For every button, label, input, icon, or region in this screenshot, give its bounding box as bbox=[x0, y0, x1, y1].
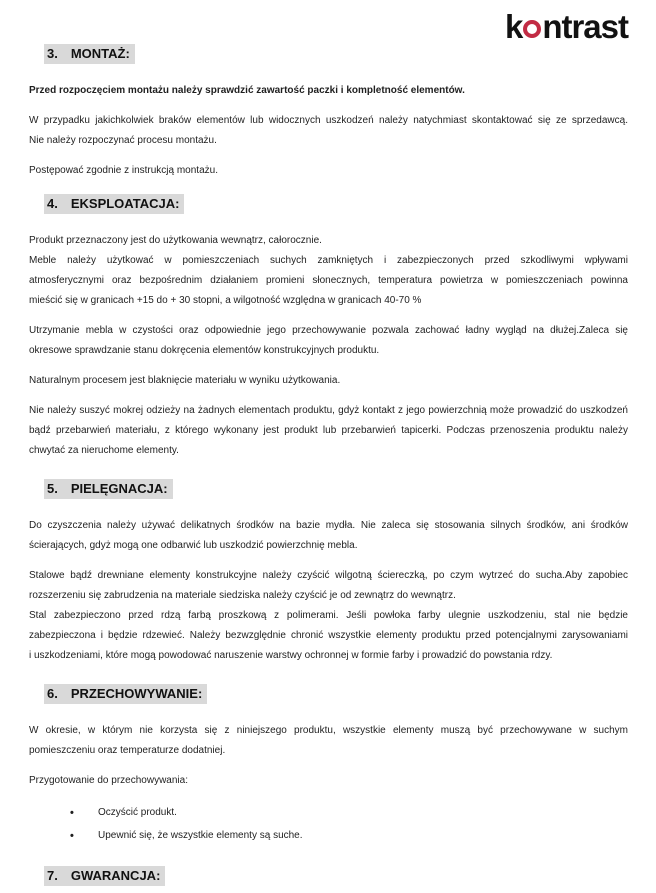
bullet-icon: • bbox=[70, 807, 74, 819]
paragraph bbox=[29, 401, 628, 461]
heading-title: EKSPLOATACJA: bbox=[70, 196, 180, 211]
heading-number: 7. bbox=[47, 868, 58, 883]
heading-title: PIELĘGNACJA: bbox=[70, 481, 168, 496]
paragraph bbox=[29, 566, 628, 606]
heading-highlight bbox=[44, 194, 184, 214]
bullet-list bbox=[29, 803, 628, 846]
heading-highlight bbox=[44, 479, 173, 499]
text-line: rozszerzeniu się zabrudzenia na materiale siedziska należy czyścić je od zewnątrz do wewnątrz. bbox=[29, 590, 456, 601]
heading-number: 3. bbox=[47, 46, 58, 61]
bullet-icon: • bbox=[70, 830, 74, 842]
logo-text-left: k bbox=[504, 8, 523, 45]
brand-logo bbox=[29, 8, 628, 45]
text-line: W okresie, w którym nie korzysta się z niniejszego produktu, wszystkie elementy muszą być przechowywane w suchym bbox=[29, 725, 628, 736]
section-heading-eksploatacja bbox=[44, 194, 628, 214]
text-line: Przed rozpoczęciem montażu należy sprawdzić zawartość paczki i kompletność elementów. bbox=[29, 85, 465, 96]
text-line: okresowe sprawdzanie stanu dokręcenia elementów konstrukcyjnych produktu. bbox=[29, 345, 380, 356]
paragraph bbox=[29, 771, 628, 791]
paragraph bbox=[29, 371, 628, 391]
paragraph bbox=[29, 721, 628, 761]
list-item-text: Oczyścić produkt. bbox=[98, 807, 177, 818]
text-line: zabezpieczona i będzie rdzewieć. Należy bezwzględnie chronić wszystkie elementy produktu przed potencjalnymi zarysowaniami bbox=[29, 630, 628, 641]
section-heading-gwarancja bbox=[44, 866, 628, 886]
paragraph bbox=[29, 321, 628, 361]
paragraph bbox=[29, 231, 628, 251]
text-line: Do czyszczenia należy używać delikatnych środków na bazie mydła. Nie zaleca się stosowania silnych środków, ani środków bbox=[29, 520, 628, 531]
list-item bbox=[70, 826, 628, 846]
heading-number: 6. bbox=[47, 686, 58, 701]
text-line: Produkt przeznaczony jest do użytkowania wewnątrz, całorocznie. bbox=[29, 235, 322, 246]
section-heading-montaz bbox=[44, 44, 628, 64]
paragraph bbox=[29, 516, 628, 556]
heading-number: 4. bbox=[47, 196, 58, 211]
text-line: Naturalnym procesem jest blaknięcie materiału w wyniku użytkowania. bbox=[29, 375, 341, 386]
paragraph bbox=[29, 81, 628, 101]
text-line: Postępować zgodnie z instrukcją montażu. bbox=[29, 165, 218, 176]
text-line: Stal zabezpieczono przed rdzą farbą proszkową z polimerami. Jeśli powłoka farby ulegnie uszkodzeniu, stal nie będzie bbox=[29, 610, 628, 621]
text-line: bądź przebarwień materiału, z którego wykonany jest produkt lub przebarwień tapicerki. Podczas przenoszenia produktu należy bbox=[29, 425, 628, 436]
text-line: pomieszczeniu oraz temperaturze dodatniej. bbox=[29, 745, 226, 756]
paragraph bbox=[29, 161, 628, 181]
heading-highlight bbox=[44, 44, 135, 64]
logo-text-right: ntrast bbox=[542, 8, 628, 45]
paragraph bbox=[29, 606, 628, 666]
text-line: Nie należy rozpoczynać procesu montażu. bbox=[29, 135, 217, 146]
text-line: mieścić się w granicach +15 do + 30 stopni, a wilgotność względna w granicach 40-70 % bbox=[29, 295, 422, 306]
section-heading-przechowywanie bbox=[44, 684, 628, 704]
paragraph bbox=[29, 111, 628, 151]
logo-o-ring-icon bbox=[523, 20, 541, 38]
heading-highlight bbox=[44, 866, 165, 886]
heading-title: GWARANCJA: bbox=[70, 868, 161, 883]
paragraph bbox=[29, 251, 628, 311]
text-line: i uszkodzeniami, które mogą powodować naruszenie warstwy ochronnej w formie farby i prowadzić do powstania rdzy. bbox=[29, 650, 553, 661]
text-line: Stalowe bądź drewniane elementy konstrukcyjne należy czyścić wilgotną ściereczką, po czym wytrzeć do sucha.Aby zapobiec bbox=[29, 570, 628, 581]
text-line: W przypadku jakichkolwiek braków elementów lub widocznych uszkodzeń należy natychmiast skontaktować się ze sprzedawcą. bbox=[29, 115, 628, 126]
list-item-text: Upewnić się, że wszystkie elementy są suche. bbox=[98, 830, 303, 841]
heading-number: 5. bbox=[47, 481, 58, 496]
heading-title: PRZECHOWYWANIE: bbox=[70, 686, 203, 701]
list-item bbox=[70, 803, 628, 823]
text-line: Nie należy suszyć mokrej odzieży na żadnych elementach produktu, gdyż kontakt z jego powierzchnią może prowadzić do uszkodzeń bbox=[29, 405, 628, 416]
heading-title: MONTAŻ: bbox=[70, 46, 130, 61]
text-line: chwytać za nieruchome elementy. bbox=[29, 445, 179, 456]
text-line: atmosferycznymi oraz bezpośrednim działaniem promieni słonecznych, temperatura powietrza w pomieszczeniach powinna bbox=[29, 275, 628, 286]
text-line: Utrzymanie mebla w czystości oraz odpowiednie jego przechowywanie pozwala zachować ładny wygląd na dłużej.Zaleca się bbox=[29, 325, 628, 336]
text-line: ścierających, gdyż mogą one odbarwić lub uszkodzić powierzchnię mebla. bbox=[29, 540, 358, 551]
text-line: Przygotowanie do przechowywania: bbox=[29, 775, 188, 786]
text-line: Meble należy użytkować w pomieszczeniach suchych zamkniętych i zabezpieczonych przed szkodliwymi wpływami bbox=[29, 255, 628, 266]
heading-highlight bbox=[44, 684, 207, 704]
section-heading-pielegnacja bbox=[44, 479, 628, 499]
